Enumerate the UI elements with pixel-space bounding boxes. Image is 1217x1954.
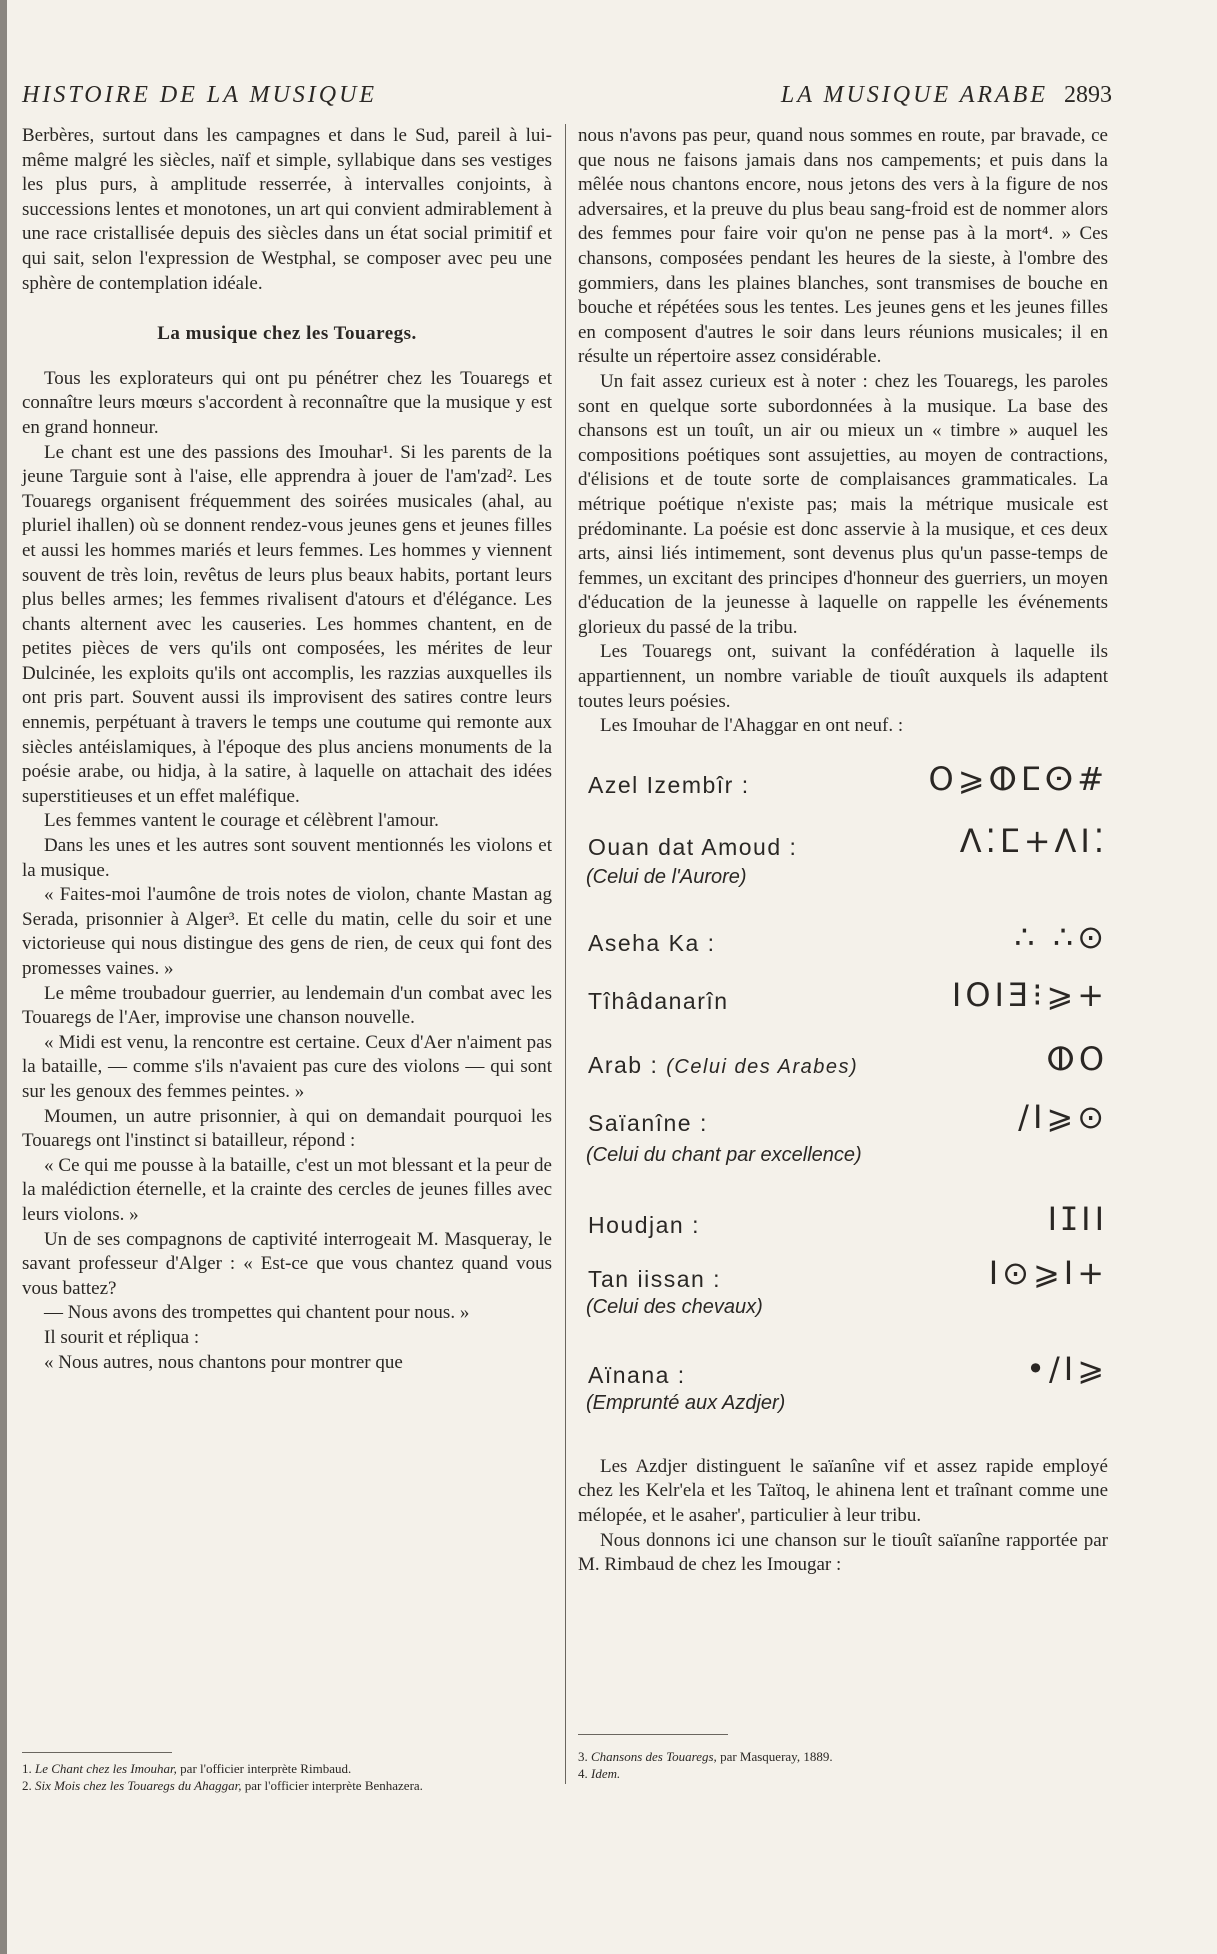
paragraph: Un de ses compagnons de captivité interrogeait M. Masqueray, le savant professeur d'Alger : « Est-ce que vous chantez quand vous vous battez?: [22, 1228, 552, 1299]
footnote: [578, 1748, 1108, 1765]
tifinagh-symbols: IⵊII: [1047, 1199, 1108, 1238]
left-footnotes: [22, 1760, 552, 1794]
header-left-title: HISTOIRE DE LA MUSIQUE: [22, 82, 378, 108]
tifinagh-symbols: I⊙⩾I+: [988, 1253, 1108, 1292]
page-binding-edge: [0, 0, 7, 1954]
tiouit-name: Saïanîne :: [588, 1109, 708, 1136]
tiouit-row: [578, 1097, 1108, 1207]
paragraph: Un fait assez curieux est à noter : chez les Touaregs, les paroles sont en quelque sorte subordonnées à la musique. La base des chansons est un touît, un air ou mieux un « timbre » auquel les compositions poétiques sont assujetties, au moyen de contractions, d'élisions et de toute sorte de complaisances grammaticales. La métrique poétique n'existe pas; mais la métrique musicale est prédominante. La poésie est donc asservie à la musique, et ces deux arts, ainsi liés intimement, sont devenus plus qu'un passe-temps de femmes, un excitant des principes d'honneur des guerriers, un moyen d'éducation de la jeunesse à laquelle on rappelle les événements glorieux du passé de la tribu.: [578, 370, 1108, 638]
tiouit-row: [578, 759, 1108, 829]
tifinagh-symbols: O⩾ⵀⵎⵙ#: [928, 759, 1108, 798]
tiouit-row: [578, 917, 1108, 983]
footnote-number: 3.: [578, 1749, 588, 1764]
tiouit-list: [578, 759, 1108, 1441]
paragraph: Moumen, un autre prisonnier, à qui on demandait pourquoi les Touaregs ont l'instinct si batailleur, répond :: [22, 1105, 552, 1152]
paragraph: Nous donnons ici une chanson sur le tiouît saïanîne rapportée par M. Rimbaud de chez les Imougar :: [578, 1529, 1108, 1576]
tifinagh-symbols: Λ⁚ⵎ+ΛI⁚: [959, 821, 1108, 860]
column-divider: [565, 124, 566, 1784]
tiouit-name: Azel Izembîr :: [588, 771, 750, 798]
footnote-rule: [578, 1734, 728, 1735]
tiouit-row: [578, 1039, 1108, 1105]
footnote-text: par l'officier interprète Rimbaud.: [176, 1761, 352, 1776]
tiouit-name: [588, 1053, 858, 1080]
footnote-title: Six Mois chez les Touaregs du Ahaggar,: [35, 1778, 242, 1793]
footnote-number: 4.: [578, 1766, 588, 1781]
tifinagh-symbols: IOIƎ⁝⩾+: [951, 975, 1108, 1014]
footnote: [578, 1765, 1108, 1782]
tiouit-row: [578, 821, 1108, 925]
paragraph: nous n'avons pas peur, quand nous sommes en route, par bravade, ce que nous ne faisons jamais dans nos campements; et puis dans la mêlée nous chantons encore, nous jetons des vers à la figure de nos adversaires, et la preuve du plus beau sang-froid est de nommer alors des femmes pour faire voir qu'on ne pense pas à la mort⁴. » Ces chansons, composées pendant les heures de la sieste, à l'ombre des gommiers, dans les plaines blanches, sont transmises de bouche en bouche et répétées sous les tentes. Les jeunes gens et les jeunes filles en composent d'autres le soir dans leurs réunions musicales; il en résulte un répertoire assez considérable.: [578, 125, 1108, 368]
paragraph: Il sourit et répliqua :: [44, 1326, 200, 1348]
header-right-title: [781, 82, 1112, 109]
tiouit-name: Houdjan :: [588, 1211, 700, 1238]
tiouit-name: Ouan dat Amoud :: [588, 833, 798, 860]
footnote-text: par Masqueray, 1889.: [716, 1749, 833, 1764]
footnote-title: Idem.: [591, 1766, 621, 1781]
tiouit-name: Tîhâdanarîn: [588, 987, 729, 1014]
paragraph: Berbères, surtout dans les campagnes et dans le Sud, pareil à lui-même malgré les siècles, naïf et simple, syllabique dans ses vestiges les plus purs, à amplitude resserrée, à intervalles conjoints, à successions lentes et monotones, un art qui convient admirablement à une race cristallisée depuis des siècles dans un état social primitif et qui sait, selon l'expression de Westphal, se composer avec peu une sphère de contemplation idéale.: [22, 125, 552, 294]
right-footnotes: [578, 1748, 1108, 1782]
header-right-text: LA MUSIQUE ARABE: [780, 82, 1048, 108]
footnote-text: par l'officier interprète Benhazera.: [241, 1778, 423, 1793]
paragraph: « Nous autres, nous chantons pour montrer que: [44, 1351, 403, 1373]
section-title: La musique chez les Touaregs.: [157, 323, 417, 345]
paragraph: — Nous avons des trompettes qui chantent pour nous. »: [44, 1302, 470, 1324]
footnote: [22, 1777, 552, 1794]
tiouit-name: Tan iissan :: [588, 1265, 722, 1292]
paragraph: Les Touaregs ont, suivant la confédération à laquelle ils appartiennent, un nombre variable de tiouît auxquels ils adaptent toutes leurs poésies.: [578, 641, 1108, 712]
tiouit-subtitle: (Celui de l'Aurore): [586, 865, 747, 888]
page-number: 2893: [1064, 82, 1112, 108]
footnote-title: Chansons des Touaregs,: [591, 1749, 717, 1764]
paragraph: Les femmes vantent le courage et célèbrent l'amour.: [44, 810, 439, 832]
tiouit-subtitle: (Celui du chant par excellence): [586, 1143, 862, 1166]
running-header: [22, 82, 1112, 112]
right-column: [578, 124, 1108, 1578]
paragraph: Les Azdjer distinguent le saïanîne vif et assez rapide employé chez les Kelr'ela et les Taïtoq, le ahinena lent et traînant comme une mélopée, et le asaher', particulier à leur tribu.: [578, 1455, 1108, 1527]
tiouit-name: Aïnana :: [588, 1361, 686, 1388]
paragraph: « Ce qui me pousse à la bataille, c'est un mot blessant et la peur de la malédiction éternelle, et la crainte des cercles de jeunes filles avec leurs violons. »: [22, 1154, 552, 1225]
tiouit-row: [578, 1349, 1108, 1441]
tiouit-name-text: Arab :: [588, 1051, 659, 1078]
paragraph: « Midi est venu, la rencontre est certaine. Ceux d'Aer n'aiment pas la bataille, — comme s'ils n'avaient pas cure des violons — qui sont sur les genoux des femmes peintes. »: [22, 1031, 552, 1102]
tifinagh-symbols: ⵀO: [1046, 1039, 1108, 1078]
tifinagh-symbols: •/I⩾: [1026, 1349, 1108, 1388]
paragraph: Tous les explorateurs qui ont pu pénétrer chez les Touaregs et connaître leurs mœurs s'accordent à reconnaître que la musique y est en grand honneur.: [22, 367, 552, 438]
footnote-rule: [22, 1752, 172, 1753]
paragraph: « Faites-moi l'aumône de trois notes de violon, chante Mastan ag Serada, prisonnier à Alger³. Et celle du matin, celle du soir et une victorieuse qui nous distingue des gens de rien, de ceux qui font des promesses vaines. »: [22, 884, 552, 979]
footnote-number: 1.: [22, 1761, 32, 1776]
tiouit-subtitle: (Celui des chevaux): [586, 1295, 763, 1318]
tiouit-row: [578, 1253, 1108, 1357]
tiouit-subtitle: (Celui des Arabes): [666, 1055, 859, 1078]
tifinagh-symbols: /I⩾⊙: [1018, 1097, 1108, 1136]
tifinagh-symbols: ∴ ∴⊙: [1014, 917, 1108, 956]
paragraph: Le chant est une des passions des Imouhar¹. Si les parents de la jeune Targuie sont à l'aise, elle apprendra à jouer de l'am'zad². Les Touaregs organisent fréquemment des soirées musicales (ahal, au pluriel ihallen) où se donnent rendez-vous jeunes gens et jeunes filles et aussi les hommes mariés et leurs femmes. Les hommes y viennent souvent de très loin, revêtus de leurs plus beaux habits, portant leurs plus belles armes; les femmes rivalisent d'atours et d'élégance. Les chants alternent avec les causeries. Les hommes chantent, en de petites pièces de vers qu'ils ont composées, les mérites de leur Dulcinée, les exploits qu'ils ont accomplis, les razzias auxquelles ils ont pris part. Souvent aussi ils improvisent des satires contre leurs ennemis, perpétuant à travers le temps une coutume qui remonte aux siècles antéislamiques, à l'époque des plus anciens monuments de la poésie arabe, ou hidja, à la satire, à laquelle on attachait des idées superstitieuses et un effet maléfique.: [22, 441, 552, 807]
footnote-title: Le Chant chez les Imouhar,: [35, 1761, 177, 1776]
tiouit-subtitle: (Emprunté aux Azdjer): [586, 1391, 786, 1414]
paragraph: Dans les unes et les autres sont souvent mentionnés les violons et la musique.: [22, 835, 552, 881]
tiouit-row: [578, 1199, 1108, 1261]
footnote: [22, 1760, 552, 1777]
tiouit-name: Aseha Ka :: [588, 929, 716, 956]
paragraph: Le même troubadour guerrier, au lendemain d'un combat avec les Touaregs de l'Aer, improvise une chanson nouvelle.: [22, 982, 552, 1029]
tiouit-row: [578, 975, 1108, 1047]
left-column: [22, 124, 552, 1375]
footnote-number: 2.: [22, 1778, 32, 1793]
paragraph: Les Imouhar de l'Ahaggar en ont neuf. :: [600, 715, 904, 737]
